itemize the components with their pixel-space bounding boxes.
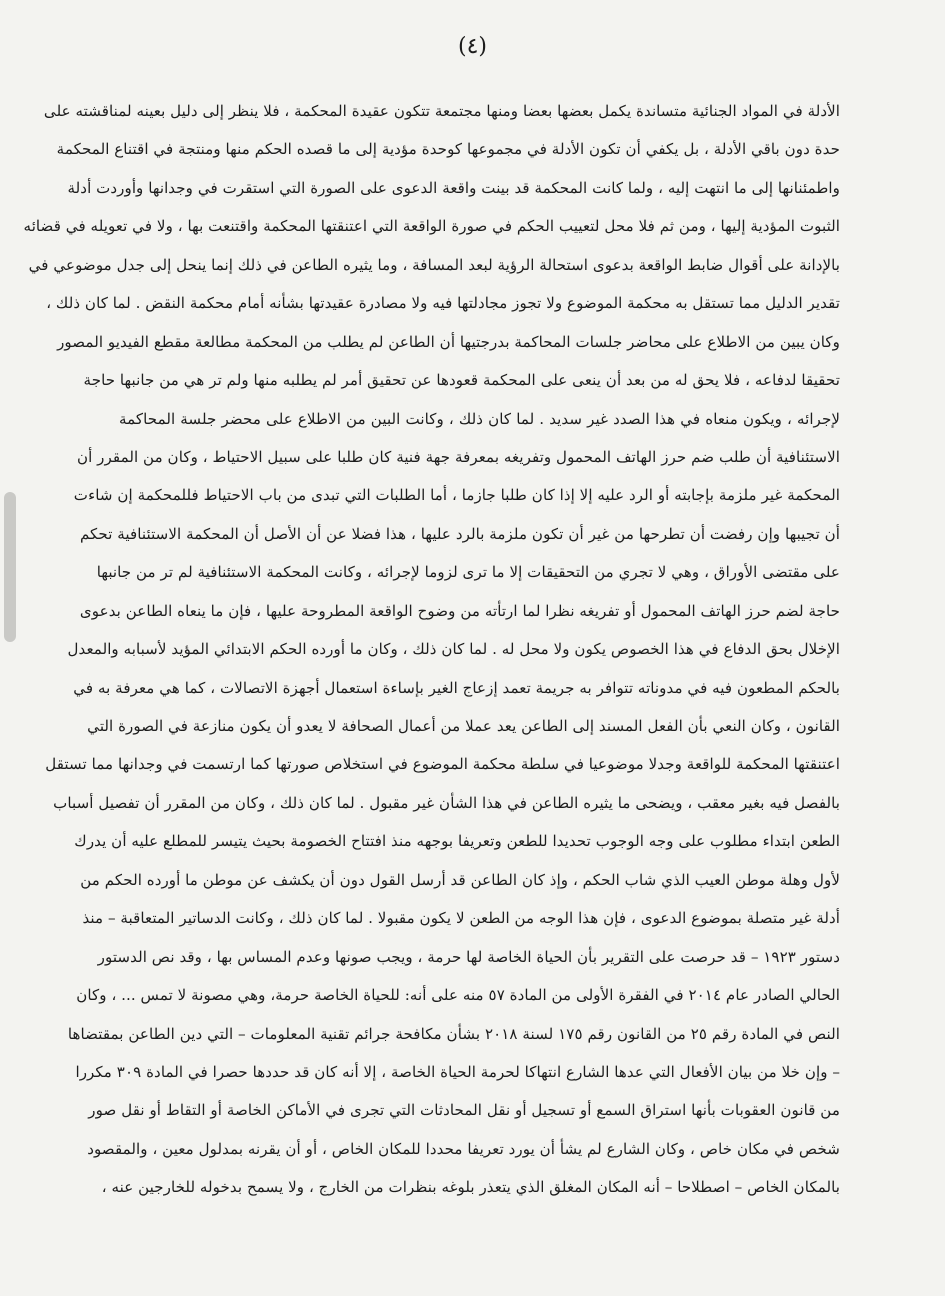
text-line: شخص في مكان خاص ، وكان الشارع لم يشأ أن يورد تعريفا محددا للمكان الخاص ، أو أن يقرنه بمدلول معين ، والمقصود [87, 1139, 840, 1158]
text-line: الإخلال بحق الدفاع في هذا الخصوص يكون ولا محل له . لما كان ذلك ، وكان ما أورده الحكم الابتدائي المؤيد لأسبابه والمعدل [67, 640, 840, 659]
text-line: حاجة لضم حرز الهاتف المحمول أو تفريغه نظرا لما ارتأته من وضوح الواقعة المطروحة عليها ، فإن ما ينعاه الطاعن بدعوى [79, 601, 840, 620]
scrollbar-handle[interactable] [4, 492, 16, 642]
text-line: تحقيقا لدفاعه ، فلا يحق له من بعد أن ينعى على المحكمة قعودها عن تحقيق أمر لم يطلبه منها ولم تر هي من جانبها حاجة [83, 371, 840, 390]
text-line: القانون ، وكان النعي بأن الفعل المسند إلى الطاعن يعد عملا من أعمال الصحافة لا يعدو أن يكون منازعة في الصورة التي [87, 717, 840, 735]
body-text [23, 92, 840, 1207]
text-line: بالحكم المطعون فيه في مدوناته تتوافر به جريمة تعمد إزعاج الغير بإساءة استعمال أجهزة الاتصالات ، كما هي معرفة به في [73, 678, 840, 697]
text-line: الأدلة في المواد الجنائية متساندة يكمل بعضها بعضا ومنها مجتمعة تتكون عقيدة المحكمة ، فلا ينظر إلى دليل بعينه لمناقشته على [43, 102, 840, 120]
text-line: لأول وهلة موطن العيب الذي شاب الحكم ، وإذ كان الطاعن قد أرسل القول دون أن يكشف عن موطن ما أورده الحكم من [80, 870, 840, 889]
text-line: بالمكان الخاص – اصطلاحا – أنه المكان المغلق الذي يتعذر بلوغه بنظرات من الخارج ، ولا يسمح بدخوله للخارجين عنه ، [101, 1178, 840, 1197]
text-line: بالإدانة على أقوال ضابط الواقعة بدعوى استحالة الرؤية لبعد المسافة ، وما يثيره الطاعن في ذلك إنما ينحل إلى جدل موضوعي في [28, 255, 840, 274]
text-line: – وإن خلا من بيان الأفعال التي عدها الشارع انتهاكا لحرمة الحياة الخاصة ، إلا أنه كان قد حددها حصرا في المادة ٣٠٩ مكررا [75, 1062, 840, 1081]
text-line: المحكمة غير ملزمة بإجابته أو الرد عليه إلا إذا كان طلبا جازما ، أما الطلبات التي تبدى من باب الاحتياط فللمحكمة إن شاءت [73, 486, 840, 505]
text-line: اعتنقتها المحكمة للواقعة وجدلا موضوعيا في سلطة محكمة الموضوع في استخلاص صورتها كما ارتسمت في وجدانها مما تستقل [45, 755, 840, 774]
page-number: (٤) [457, 34, 487, 59]
text-line: أن تجيبها وإن رفضت أن تطرحها من غير أن تكون ملزمة بالرد عليها ، هذا فضلا عن أن الأصل أن المحكمة الاستئنافية تحكم [79, 524, 840, 543]
text-line: الطعن ابتداء مطلوب على وجه الوجوب تحديدا للطعن وتعريفا بوجهه منذ افتتاح الخصومة بحيث يتيسر للمطلع عليه أن يدرك [74, 832, 840, 851]
text-line: الاستئنافية أن طلب ضم حرز الهاتف المحمول وتفريغه بمعرفة جهة فنية كان طلبا على سبيل الاحتياط ، وكان من المقرر أن [76, 447, 840, 466]
text-line: بالفصل فيه بغير معقب ، ويضحى ما يثيره الطاعن في هذا الشأن غير مقبول . لما كان ذلك ، وكان من المقرر أن تفصيل أسباب [53, 793, 840, 812]
text-line: الثبوت المؤدية إليها ، ومن ثم فلا محل لتعييب الحكم في صورة الواقعة التي اعتنقتها المحكمة واقتنعت بها ، ولا في تعويله في قضائه [23, 217, 840, 236]
text-line: واطمئنانها إلى ما انتهت إليه ، ولما كانت المحكمة قد بينت واقعة الدعوى على الصورة التي استقرت في وجدانها وأوردت أدلة [67, 178, 840, 197]
text-line: الحالي الصادر عام ٢٠١٤ في الفقرة الأولى من المادة ٥٧ منه على أنه: للحياة الخاصة حرمة، وهي مصونة لا تمس ... ، وكان [76, 986, 840, 1005]
text-line: لإجرائه ، ويكون منعاه في هذا الصدد غير سديد . لما كان ذلك ، وكانت البين من الاطلاع على محضر جلسة المحاكمة [119, 409, 840, 428]
text-line: وكان يبين من الاطلاع على محاضر جلسات المحاكمة بدرجتيها أن الطاعن لم يطلب من المحكمة مطالعة مقطع الفيديو المصور [57, 332, 840, 351]
text-line: أدلة غير متصلة بموضوع الدعوى ، فإن هذا الوجه من الطعن لا يكون مقبولا . لما كان ذلك ، وكانت الدساتير المتعاقبة – منذ [82, 909, 840, 928]
text-line: تقدير الدليل مما تستقل به محكمة الموضوع ولا تجوز مجادلتها فيه ولا مصادرة عقيدتها بشأنه أمام محكمة النقض . لما كان ذلك ، [46, 294, 840, 313]
text-line: النص في المادة رقم ٢٥ من القانون رقم ١٧٥ لسنة ٢٠١٨ بشأن مكافحة جرائم تقنية المعلومات – التي دين الطاعن بمقتضاها [67, 1024, 840, 1043]
text-line: على مقتضى الأوراق ، وهي لا تجري من التحقيقات إلا ما ترى لزوما لإجرائه ، وكانت المحكمة الاستئنافية لم تر من جانبها [96, 563, 840, 582]
text-line: من قانون العقوبات بأنها استراق السمع أو تسجيل أو نقل المحادثات التي تجرى في الأماكن الخاصة أو التقاط أو نقل صور [88, 1101, 840, 1120]
text-line: حدة دون باقي الأدلة ، بل يكفي أن تكون الأدلة في مجموعها كوحدة مؤدية إلى ما قصده الحكم منها ومنتجة في اقتناع المحكمة [56, 140, 840, 159]
text-line: دستور ١٩٢٣ – قد حرصت على التقرير بأن الحياة الخاصة لها حرمة ، ويجب صونها وعدم المساس بها ، وقد نص الدستور [97, 947, 840, 966]
